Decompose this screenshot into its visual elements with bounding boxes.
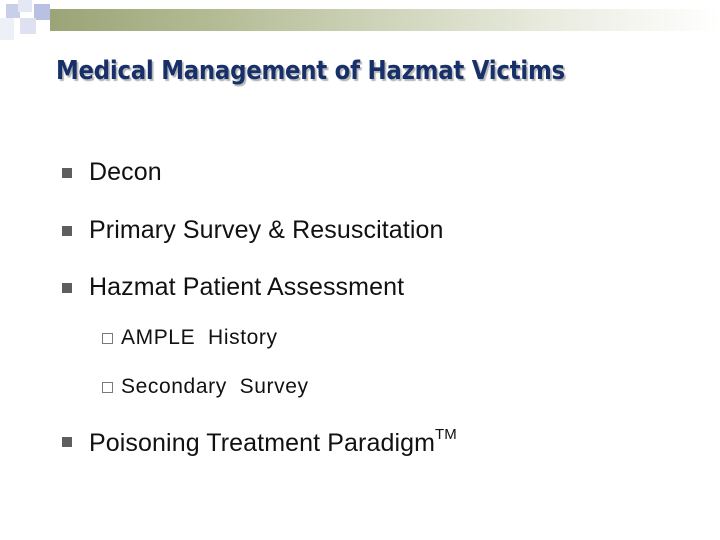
square-bullet-icon: [62, 437, 72, 447]
bullet-item: [62, 216, 444, 245]
header-gradient-bar: [50, 9, 720, 31]
trademark-superscript: TM: [435, 426, 457, 443]
hollow-square-bullet-icon: [102, 382, 113, 393]
decor-square: [0, 18, 14, 40]
bullet-text: Decon: [89, 158, 162, 186]
sub-bullet-item: [102, 375, 309, 399]
bullet-item: [62, 273, 404, 302]
bullet-text: [89, 426, 457, 458]
decor-square: [34, 4, 50, 20]
sub-bullet-item: [102, 326, 278, 350]
bullet-item: [62, 158, 162, 187]
decor-square: [18, 0, 32, 12]
decor-square: [36, 22, 46, 32]
square-bullet-icon: [62, 283, 72, 293]
bullet-text: Primary Survey & Resuscitation: [89, 216, 444, 244]
bullet-item: [62, 426, 457, 458]
slide-title: Medical Management of Hazmat Victims: [56, 56, 565, 86]
sub-bullet-text: Secondary Survey: [121, 375, 309, 398]
square-bullet-icon: [62, 168, 72, 178]
square-bullet-icon: [62, 226, 72, 236]
hollow-square-bullet-icon: [102, 333, 113, 344]
bullet-text: Hazmat Patient Assessment: [89, 273, 405, 301]
bullet-main-text: Poisoning Treatment Paradigm: [89, 429, 436, 457]
decor-square: [20, 18, 36, 34]
sub-bullet-text: AMPLE History: [121, 326, 278, 349]
